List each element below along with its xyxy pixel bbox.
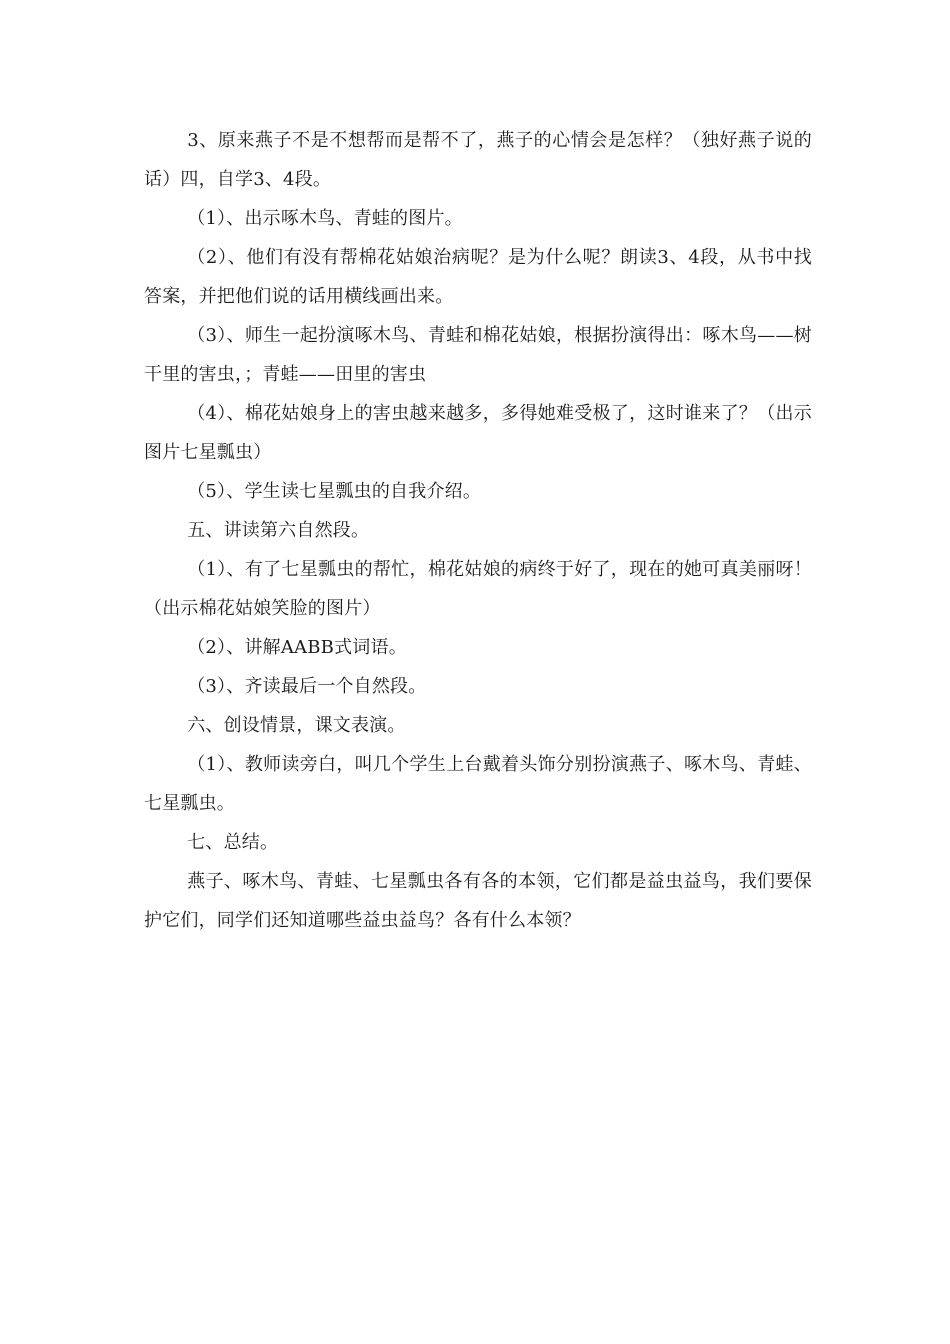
paragraph: （2）、他们有没有帮棉花姑娘治病呢？是为什么呢？朗读3、4段，从书中找答案，并把他们说的话用横线画出来。 bbox=[144, 247, 812, 307]
section-heading: 七、总结。 bbox=[187, 832, 279, 853]
paragraph: （2）、讲解AABB式词语。 bbox=[187, 637, 407, 658]
paragraph: 燕子、啄木鸟、青蛙、七星瓢虫各有各的本领，它们都是益虫益鸟，我们要保护它们，同学们还知道哪些益虫益鸟？各有什么本领？ bbox=[144, 871, 812, 931]
paragraph: （5）、学生读七星瓢虫的自我介绍。 bbox=[187, 481, 482, 502]
paragraph: （3）、师生一起扮演啄木鸟、青蛙和棉花姑娘，根据扮演得出：啄木鸟——树干里的害虫，；青蛙——田里的害虫 bbox=[144, 325, 812, 385]
paragraph: （4）、棉花姑娘身上的害虫越来越多，多得她难受极了，这时谁来了？（出示图片七星瓢虫） bbox=[144, 403, 812, 463]
section-heading: 五、讲读第六自然段。 bbox=[187, 520, 370, 541]
paragraph: （1）、出示啄木鸟、青蛙的图片。 bbox=[187, 208, 463, 229]
paragraph: （1）、教师读旁白，叫几个学生上台戴着头饰分别扮演燕子、啄木鸟、青蛙、七星瓢虫。 bbox=[144, 754, 812, 814]
paragraph: （3）、齐读最后一个自然段。 bbox=[187, 676, 427, 697]
section-heading: 六、创设情景，课文表演。 bbox=[187, 715, 406, 736]
document-body bbox=[144, 121, 812, 940]
paragraph: （1）、有了七星瓢虫的帮忙，棉花姑娘的病终于好了，现在的她可真美丽呀！（出示棉花姑娘笑脸的图片） bbox=[144, 559, 812, 619]
paragraph: 3、原来燕子不是不想帮而是帮不了，燕子的心情会是怎样？（独好燕子说的话）四，自学3、4段。 bbox=[144, 130, 812, 190]
